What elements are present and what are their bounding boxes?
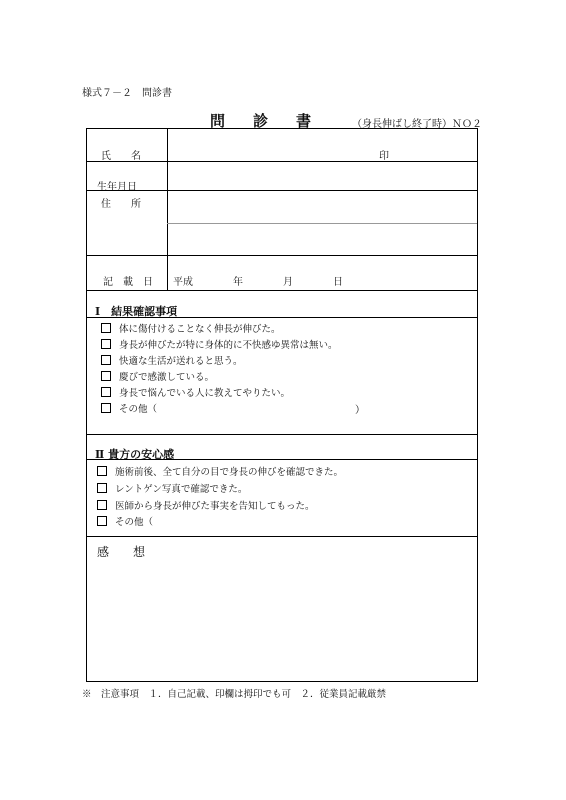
checklist-item[interactable]: 医師から身長が伸びた事実を告知してもった。 [97,498,315,512]
questionnaire-form [86,128,478,682]
row-divider [87,190,477,191]
checkbox[interactable] [97,483,107,493]
seal-label: 印 [379,151,389,162]
checklist-item[interactable]: 施術前後、全て自分の目で身長の伸びを確認できた。 [97,464,343,478]
checklist-item-other[interactable]: その他（ [97,514,153,528]
checkbox[interactable] [101,355,111,365]
section1-title: Ⅰ 結果確認事項 [95,305,178,318]
section1-divider [87,317,477,318]
label-column-divider [167,129,168,290]
birthdate-label: 生年月日 [97,182,137,193]
checklist-item[interactable]: レントゲン写真で確認できた。 [97,481,247,495]
checkbox[interactable] [97,466,107,476]
section2-title: Ⅱ 貴方の安心感 [95,448,175,461]
checkbox[interactable] [101,387,111,397]
checklist-item[interactable]: 慶びで感激している。 [101,369,214,383]
checklist-item-other[interactable]: その他（ [101,401,157,415]
row-divider [87,290,477,291]
page-subtitle: （身長伸ばし終了時）ＮＯ２ [352,119,482,130]
other-close-paren: ） [355,405,365,416]
form-id: 様式７－２ 問診書 [82,88,172,99]
checklist-item[interactable]: 身長で悩んでいる人に教えてやりたい。 [101,385,290,399]
checkbox[interactable] [101,371,111,381]
checklist-item[interactable]: 身長が伸びたが特に身体的に不快感ゆ異常は無い。 [101,337,338,351]
entry-date-value: 平成 年 月 日 [173,277,343,288]
checkbox[interactable] [101,323,111,333]
checklist-item[interactable]: 体に傷付けることなく伸長が伸びた。 [101,321,281,335]
address-label: 住 所 [101,199,141,210]
checkbox[interactable] [101,403,111,413]
footnote: ※ 注意事項 １．自己記載、印欄は拇印でも可 ２．従業員記載厳禁 [82,689,387,700]
entry-date-label: 記 載 日 [103,277,153,288]
impressions-label: 感 想 [97,545,152,559]
checkbox[interactable] [97,500,107,510]
checkbox[interactable] [97,516,107,526]
section2-divider [87,459,477,460]
name-label: 氏 名 [101,151,141,162]
checkbox[interactable] [101,339,111,349]
address-line-divider [167,223,477,224]
checklist-item[interactable]: 快適な生活が送れると思う。 [101,353,243,367]
row-divider [87,161,477,162]
page-title: 問診書 [210,112,340,130]
row-divider [87,255,477,256]
section-divider [87,536,477,537]
section-divider [87,434,477,435]
